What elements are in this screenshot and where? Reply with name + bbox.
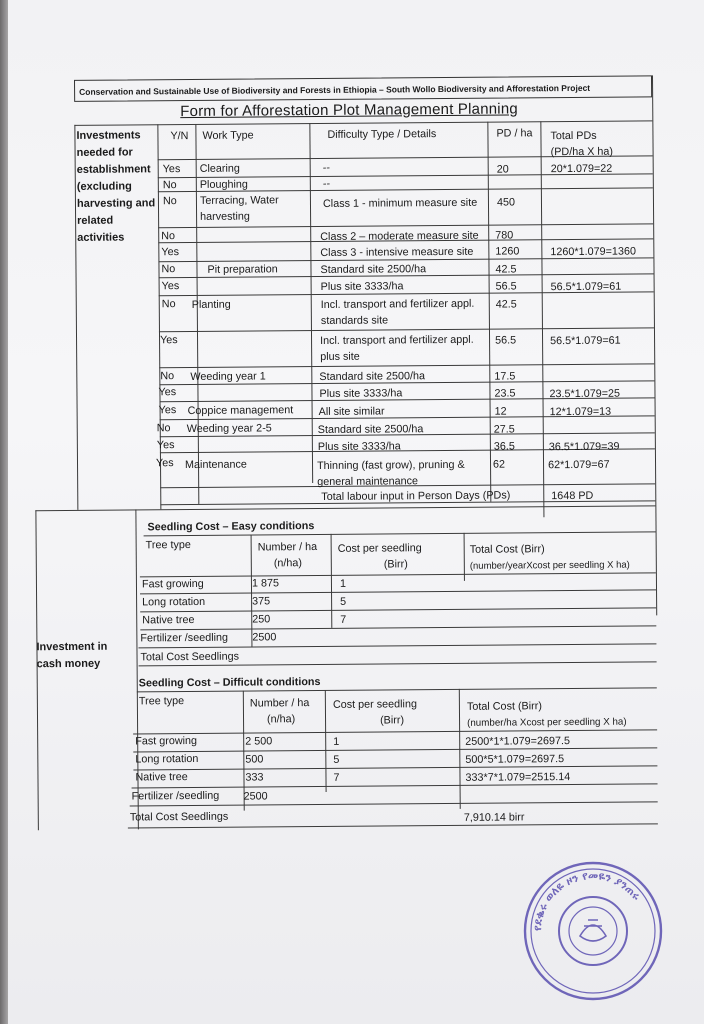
row-yn: Yes bbox=[155, 457, 174, 470]
total-labour-label: Total labour input in Person Days (PDs) bbox=[321, 489, 511, 503]
difficult-cost: 5 bbox=[333, 753, 340, 766]
row-detail: Standard site 2500/ha bbox=[317, 423, 424, 437]
row-detail: Thinning (fast grow), pruning & bbox=[316, 458, 465, 473]
easy-tree: Native tree bbox=[142, 613, 195, 627]
row-detail: Incl. transport and fertilizer appl. bbox=[320, 297, 475, 311]
easy-tree: Fast growing bbox=[141, 577, 204, 591]
row-work: Ploughing bbox=[199, 178, 248, 191]
easy-cost: 5 bbox=[340, 595, 347, 608]
row-detail-2: general maintenance bbox=[317, 475, 419, 489]
establishment-section-label: Investments needed for establishment (excluding harvesting and related activities bbox=[76, 129, 156, 244]
easy-number: 1 875 bbox=[251, 577, 280, 590]
difficult-total-value: 7,910.14 birr bbox=[463, 811, 525, 824]
row-total: 12*1.079=13 bbox=[549, 405, 612, 419]
easy-col-total-sub: (number/yearXcost per seedling X ha) bbox=[469, 559, 630, 572]
row-pd: 20 bbox=[496, 163, 509, 176]
row-work: Weeding year 1 bbox=[190, 370, 266, 384]
difficult-number: 2 500 bbox=[245, 735, 273, 748]
difficult-col-number: Number / ha bbox=[249, 697, 310, 710]
row-work: Pit preparation bbox=[207, 263, 278, 276]
difficult-col-tree: Tree type bbox=[138, 695, 185, 708]
row-total: 1260*1.079=1360 bbox=[550, 245, 636, 259]
stamp-text: የደቈሩ ወለዬ ዞን የመዬን ያንጠሩ bbox=[530, 868, 644, 932]
difficult-col-total-sub: (number/ha Xcost per seedling X ha) bbox=[467, 716, 627, 729]
row-pd: 27.5 bbox=[493, 423, 515, 436]
col-yn: Y/N bbox=[170, 130, 189, 143]
difficult-tree: Fertilizer /seedling bbox=[131, 789, 220, 803]
row-yn: No bbox=[162, 179, 177, 192]
row-yn: No bbox=[161, 230, 176, 243]
row-work: Coppice management bbox=[187, 404, 294, 418]
row-pd: 56.5 bbox=[495, 334, 517, 347]
difficult-total: 333*7*1.079=2515.14 bbox=[465, 771, 571, 784]
cash-section-label: Investment in cash money bbox=[36, 640, 108, 671]
col-pd-ha: PD / ha bbox=[496, 127, 533, 140]
easy-col-cost: Cost per seedling bbox=[337, 542, 422, 555]
easy-tree: Fertilizer /seedling bbox=[140, 631, 229, 645]
easy-cost: 7 bbox=[340, 613, 347, 626]
easy-cost: 1 bbox=[339, 577, 347, 590]
easy-col-tree: Tree type bbox=[145, 539, 191, 552]
row-detail: Class 1 - minimum measure site bbox=[322, 196, 478, 210]
row-work: Planting bbox=[191, 298, 231, 311]
easy-col-number: Number / ha bbox=[257, 541, 318, 554]
easy-tree: Long rotation bbox=[142, 595, 206, 609]
difficult-number: 333 bbox=[245, 771, 264, 784]
row-work: Weeding year 2-5 bbox=[186, 422, 272, 436]
difficult-col-number-sub: (n/ha) bbox=[266, 713, 296, 726]
row-detail: Plus site 3333/ha bbox=[317, 440, 401, 454]
difficult-number: 500 bbox=[245, 753, 264, 766]
col-difficulty: Difficulty Type / Details bbox=[327, 128, 437, 141]
row-yn: No bbox=[161, 298, 176, 311]
row-detail: Class 2 – moderate measure site bbox=[320, 229, 479, 243]
row-pd: 42.5 bbox=[495, 298, 517, 311]
row-total: 56.5*1.079=61 bbox=[550, 280, 622, 294]
difficult-number: 2500 bbox=[243, 790, 268, 803]
row-detail: -- bbox=[322, 177, 331, 190]
row-yn: No bbox=[156, 422, 171, 435]
row-total: 20*1.079=22 bbox=[550, 162, 613, 176]
easy-col-number-sub: (n/ha) bbox=[273, 557, 303, 570]
difficult-col-cost: Cost per seedling bbox=[332, 698, 417, 711]
row-pd: 1260 bbox=[495, 245, 520, 258]
row-total: 56.5*1.079=61 bbox=[550, 334, 621, 348]
row-yn: Yes bbox=[158, 386, 177, 399]
row-detail: Class 3 - intensive measure site bbox=[320, 245, 474, 259]
row-detail: All site similar bbox=[318, 405, 385, 418]
row-yn: Yes bbox=[158, 404, 177, 417]
col-total-pds-sub: (PD/ha X ha) bbox=[550, 145, 614, 159]
row-total: 23.5*1.079=25 bbox=[549, 387, 621, 401]
row-detail: Plus site 3333/ha bbox=[319, 387, 403, 400]
difficult-total-label: Total Cost Seedlings bbox=[129, 810, 229, 824]
row-yn: Yes bbox=[161, 246, 180, 259]
easy-col-total: Total Cost (Birr) bbox=[469, 543, 545, 556]
row-work: Maintenance bbox=[184, 458, 247, 472]
row-detail-2: standards site bbox=[320, 314, 389, 327]
row-yn: Yes bbox=[159, 334, 178, 347]
easy-col-cost-sub: (Birr) bbox=[383, 558, 408, 571]
row-pd: 62 bbox=[492, 458, 506, 471]
easy-total-label: Total Cost Seedlings bbox=[140, 650, 240, 664]
easy-title: Seedling Cost – Easy conditions bbox=[147, 520, 315, 534]
total-labour-value: 1648 PD bbox=[551, 489, 594, 503]
row-total: 36.5*1.079=39 bbox=[548, 440, 620, 454]
difficult-cost: 7 bbox=[333, 771, 340, 784]
difficult-cost: 1 bbox=[333, 735, 340, 748]
row-yn: Yes bbox=[156, 439, 175, 452]
project-title: Conservation and Sustainable Use of Biodiversity and Forests in Ethiopia – South Wollo Biodiversity and Afforestation Project bbox=[74, 75, 652, 102]
row-detail-2: plus site bbox=[320, 350, 360, 363]
difficult-total: 500*5*1.079=2697.5 bbox=[465, 753, 565, 766]
page-edge-shadow bbox=[0, 0, 8, 1024]
row-yn: No bbox=[162, 195, 177, 208]
easy-number: 250 bbox=[252, 613, 271, 626]
row-pd: 56.5 bbox=[495, 280, 517, 293]
easy-number: 375 bbox=[252, 595, 271, 608]
row-yn: No bbox=[161, 263, 176, 276]
difficult-tree: Fast growing bbox=[135, 734, 198, 748]
row-detail: Standard site 2500/ha bbox=[320, 263, 427, 276]
row-work: Clearing bbox=[199, 162, 240, 175]
row-detail: -- bbox=[322, 161, 330, 174]
easy-number: 2500 bbox=[252, 631, 277, 644]
planning-form bbox=[36, 75, 660, 832]
row-pd: 42.5 bbox=[495, 263, 517, 276]
row-yn: Yes bbox=[161, 280, 180, 293]
difficult-col-total: Total Cost (Birr) bbox=[466, 700, 542, 713]
official-stamp bbox=[518, 856, 668, 1006]
row-detail: Standard site 2500/ha bbox=[319, 370, 426, 383]
row-work: Terracing, Water bbox=[199, 194, 279, 207]
col-total-pds: Total PDs bbox=[550, 129, 597, 143]
difficult-tree: Native tree bbox=[135, 771, 188, 784]
row-detail: Plus site 3333/ha bbox=[320, 280, 404, 293]
row-pd: 23.5 bbox=[494, 387, 516, 400]
row-pd: 450 bbox=[496, 196, 516, 209]
row-yn: Yes bbox=[162, 163, 181, 176]
row-pd: 17.5 bbox=[494, 370, 516, 383]
difficult-title: Seedling Cost – Difficult conditions bbox=[138, 675, 321, 690]
row-pd: 780 bbox=[495, 229, 514, 242]
form-title: Form for Afforestation Plot Management Planning bbox=[180, 100, 518, 121]
row-pd: 36.5 bbox=[493, 440, 515, 453]
row-work-2: harvesting bbox=[200, 210, 250, 223]
row-yn: No bbox=[160, 370, 175, 383]
row-pd: 12 bbox=[494, 405, 507, 418]
difficult-total: 2500*1*1.079=2697.5 bbox=[465, 735, 571, 748]
row-detail: Incl. transport and fertilizer appl. bbox=[320, 333, 474, 347]
difficult-col-cost-sub: (Birr) bbox=[379, 714, 405, 727]
row-total: 62*1.079=67 bbox=[547, 458, 610, 472]
col-work-type: Work Type bbox=[202, 129, 254, 142]
difficult-tree: Long rotation bbox=[135, 752, 199, 766]
